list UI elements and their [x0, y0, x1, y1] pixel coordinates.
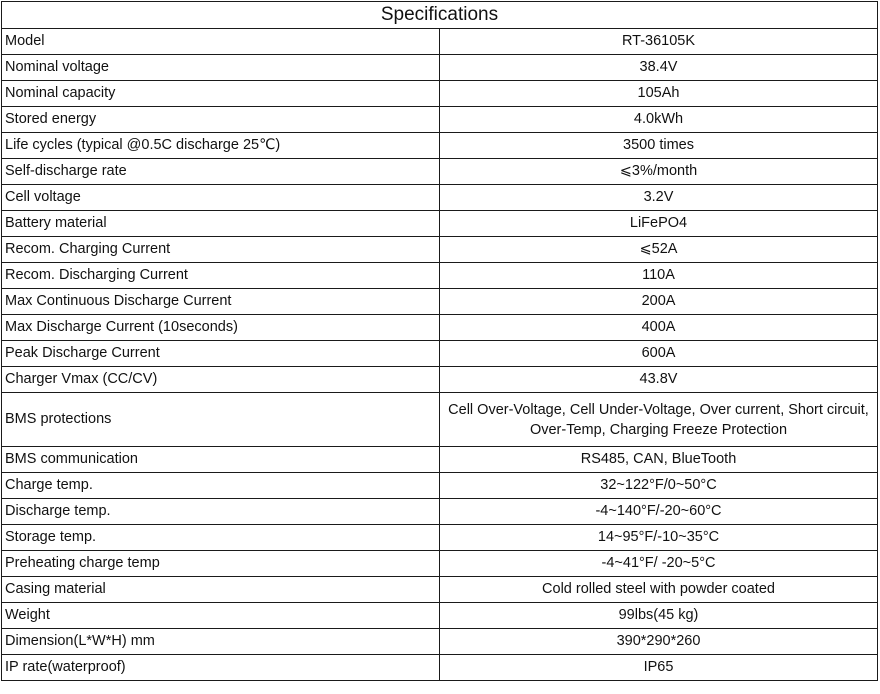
spec-value: ⩽3%/month: [440, 159, 878, 185]
title-row: [2, 2, 878, 29]
spec-value: Cold rolled steel with powder coated: [440, 577, 878, 603]
table-row: [2, 393, 878, 447]
spec-label: Recom. Charging Current: [2, 237, 440, 263]
spec-label: Model: [2, 29, 440, 55]
table-row: [2, 629, 878, 655]
table-row: [2, 29, 878, 55]
spec-label: Peak Discharge Current: [2, 341, 440, 367]
spec-value: Cell Over-Voltage, Cell Under-Voltage, Over current, Short circuit, Over-Temp, Charging Freeze Protection: [440, 393, 878, 447]
table-row: [2, 551, 878, 577]
table-row: [2, 185, 878, 211]
table-row: [2, 81, 878, 107]
spec-value: -4~140°F/-20~60°C: [440, 499, 878, 525]
spec-label: BMS communication: [2, 447, 440, 473]
table-row: [2, 603, 878, 629]
spec-value: RT-36105K: [440, 29, 878, 55]
spec-label: Nominal voltage: [2, 55, 440, 81]
spec-label: Storage temp.: [2, 525, 440, 551]
spec-label: Cell voltage: [2, 185, 440, 211]
spec-label: Life cycles (typical @0.5C discharge 25℃): [2, 133, 440, 159]
spec-value: 3500 times: [440, 133, 878, 159]
spec-value: 32~122°F/0~50°C: [440, 473, 878, 499]
spec-value: -4~41°F/ -20~5°C: [440, 551, 878, 577]
table-row: [2, 55, 878, 81]
table-row: [2, 289, 878, 315]
spec-label: Discharge temp.: [2, 499, 440, 525]
spec-value: 200A: [440, 289, 878, 315]
specifications-table: [1, 1, 878, 681]
spec-value: 14~95°F/-10~35°C: [440, 525, 878, 551]
spec-label: Max Discharge Current (10seconds): [2, 315, 440, 341]
spec-label: Charge temp.: [2, 473, 440, 499]
spec-value: 105Ah: [440, 81, 878, 107]
table-row: [2, 315, 878, 341]
spec-label: Charger Vmax (CC/CV): [2, 367, 440, 393]
spec-value: 3.2V: [440, 185, 878, 211]
spec-label: Recom. Discharging Current: [2, 263, 440, 289]
table-row: [2, 577, 878, 603]
spec-value: 390*290*260: [440, 629, 878, 655]
spec-value: 99lbs(45 kg): [440, 603, 878, 629]
table-row: [2, 263, 878, 289]
spec-value: 600A: [440, 341, 878, 367]
spec-label: Battery material: [2, 211, 440, 237]
spec-label: Dimension(L*W*H) mm: [2, 629, 440, 655]
spec-label: Casing material: [2, 577, 440, 603]
table-row: [2, 367, 878, 393]
spec-label: Weight: [2, 603, 440, 629]
spec-value: RS485, CAN, BlueTooth: [440, 447, 878, 473]
table-row: [2, 499, 878, 525]
table-row: [2, 133, 878, 159]
spec-value: ⩽52A: [440, 237, 878, 263]
spec-value: 4.0kWh: [440, 107, 878, 133]
spec-value: 110A: [440, 263, 878, 289]
spec-value: 38.4V: [440, 55, 878, 81]
table-row: [2, 525, 878, 551]
spec-label: BMS protections: [2, 393, 440, 447]
spec-label: Max Continuous Discharge Current: [2, 289, 440, 315]
spec-label: IP rate(waterproof): [2, 655, 440, 681]
spec-label: Preheating charge temp: [2, 551, 440, 577]
table-row: [2, 473, 878, 499]
table-row: [2, 447, 878, 473]
table-row: [2, 237, 878, 263]
spec-value: 43.8V: [440, 367, 878, 393]
table-row: [2, 655, 878, 681]
table-row: [2, 107, 878, 133]
spec-value: LiFePO4: [440, 211, 878, 237]
table-row: [2, 341, 878, 367]
spec-value: 400A: [440, 315, 878, 341]
spec-value: IP65: [440, 655, 878, 681]
spec-label: Nominal capacity: [2, 81, 440, 107]
spec-label: Self-discharge rate: [2, 159, 440, 185]
table-row: [2, 211, 878, 237]
table-row: [2, 159, 878, 185]
table-title: Specifications: [2, 2, 878, 29]
spec-label: Stored energy: [2, 107, 440, 133]
